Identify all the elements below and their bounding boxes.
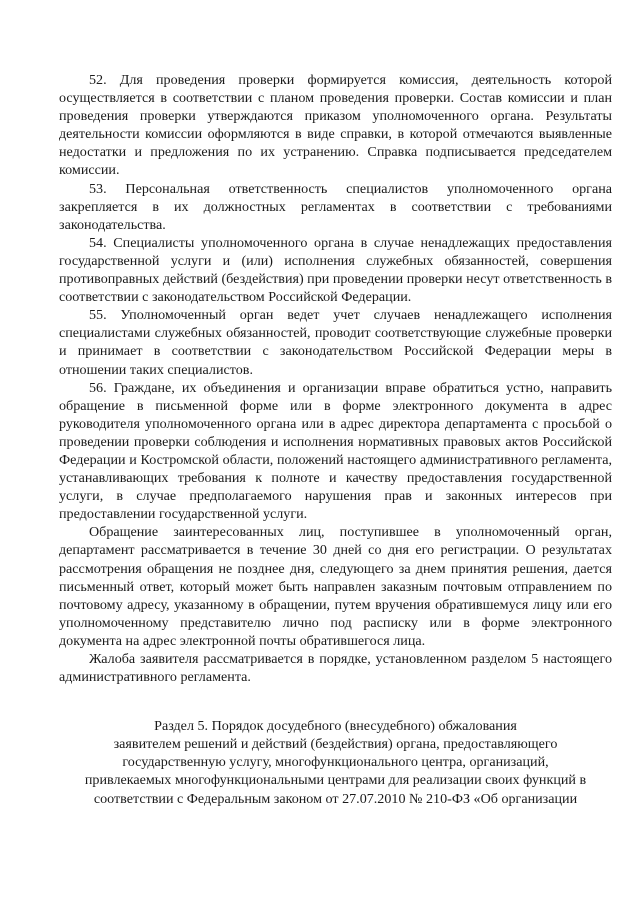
paragraph-55: 55. Уполномоченный орган ведет учет случаев ненадлежащего исполнения специалистами служебных обязанностей, проводит соответствующие служебные проверки и принимает в соответствии с законодательством Российской Федерации меры в отношении таких специалистов. [59,307,612,378]
heading-line: Раздел 5. Порядок досудебного (внесудебного) обжалования [154,718,517,735]
paragraph-52: 52. Для проведения проверки формируется комиссия, деятельность которой осуществляется в соответствии с планом проведения проверки. Состав комиссии и план проведения проверки утверждаются приказом уполномоченного органа. Результаты деятельности комиссии оформляются в виде справки, в которой отмечаются выявленные недостатки и предложения по их устранению. Справка подписывается председателем комиссии. [59,72,612,179]
heading-line: привлекаемых многофункциональными центрами для реализации своих функций в [84,772,587,789]
heading-line: государственную услугу, многофункционального центра, организаций, [122,754,549,771]
paragraph-56: 56. Граждане, их объединения и организации вправе обратиться устно, направить обращение в письменной форме или в форме электронного документа в адрес руководителя уполномоченного органа или в адрес директора департамента с просьбой о проведении проверки соблюдения и исполнения нормативных правовых актов Российской Федерации и Костромской области, положений настоящего административного регламента, устанавливающих требования к полноте и качеству предоставления государственной услуги, в случае предполагаемого нарушения прав и законных интересов при предоставлении государственной услуги. [59,379,612,523]
heading-line: заявителем решений и действий (бездействия) органа, предоставляющего [113,736,558,753]
paragraph-complaint: Жалоба заявителя рассматривается в порядке, установленном разделом 5 настоящего административного регламента. [59,651,612,686]
section-5-heading [59,717,612,807]
heading-line: соответствии с Федеральным законом от 27.07.2010 № 210-ФЗ «Об организации [93,790,578,807]
paragraph-appeal-review: Обращение заинтересованных лиц, поступившее в уполномоченный орган, департамент рассматривается в течение 30 дней со дня его регистрации. О результатах рассмотрения обращения не позднее дня, следующего за днем принятия решения, дается письменный ответ, который может быть направлен заказным почтовым отправлением по почтовому адресу, указанному в обращении, путем вручения обратившемуся лицу или его уполномоченному представителю лично под расписку или в форме электронного документа на адрес электронной почты обратившегося лица. [59,524,612,649]
paragraph-54: 54. Специалисты уполномоченного органа в случае ненадлежащих предоставления государственной услуги и (или) исполнения служебных обязанностей, совершения противоправных действий (бездействия) при проведении проверки несут ответственность в соответствии с законодательством Российской Федерации. [59,234,612,306]
paragraph-53: 53. Персональная ответственность специалистов уполномоченного органа закрепляется в их должностных регламентах в соответствии с требованиями законодательства. [59,180,612,233]
